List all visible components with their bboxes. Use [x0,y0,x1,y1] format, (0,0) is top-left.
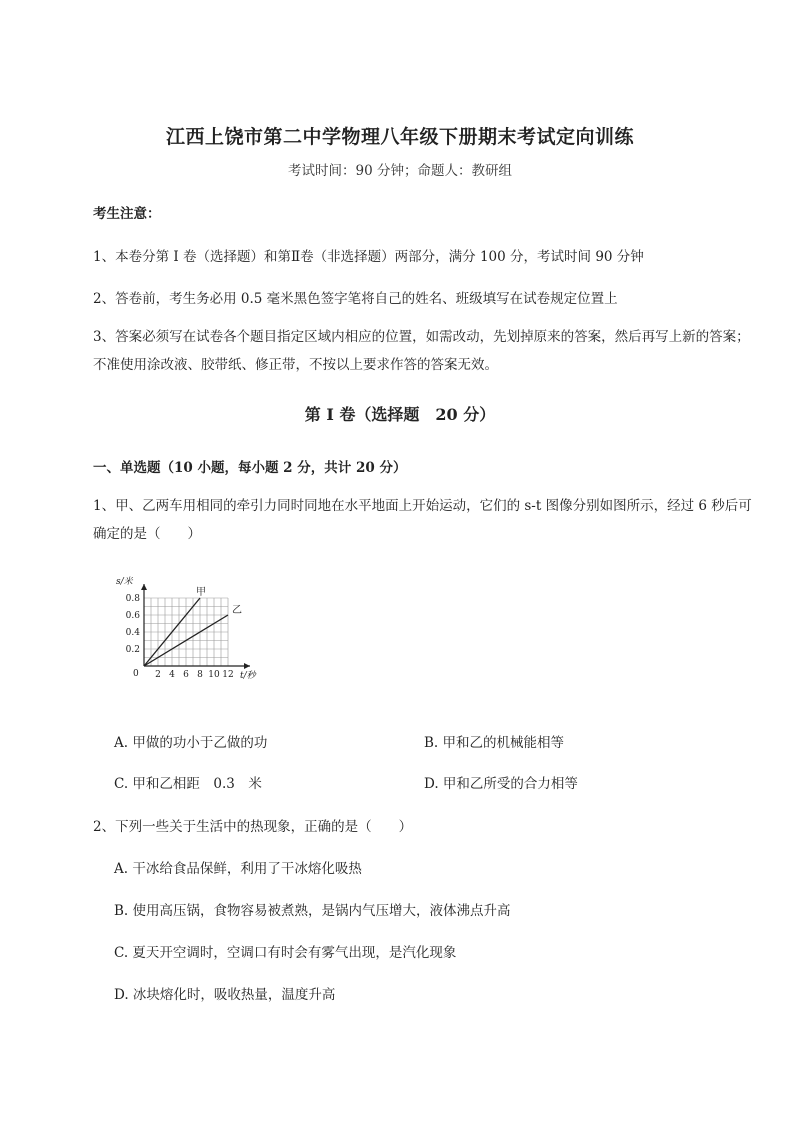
notice-item-1: 1、本卷分第 I 卷（选择题）和第Ⅱ卷（非选择题）两部分，满分 100 分，考试时间 90 分钟 [93,249,644,265]
series-label-1: 甲 [196,587,206,598]
x-tick-label: 6 [183,670,189,680]
graph-grid [144,598,228,666]
question-1-option-d[interactable]: D. 甲和乙所受的合力相等 [424,776,578,792]
series-label-2: 乙 [232,605,242,616]
question-1-option-b[interactable]: B. 甲和乙的机械能相等 [424,735,565,751]
question-2-option-d[interactable]: D. 冰块熔化时，吸收热量，温度升高 [114,987,336,1003]
section-title: 第 I 卷（选择题 20 分） [304,405,496,424]
question-1-stem: 1、甲、乙两车用相同的牵引力同时同地在水平地面上开始运动，它们的 s-t 图像分别如图所示，经过 6 秒后可确定的是（ ） [93,498,752,542]
question-2-option-c[interactable]: C. 夏天开空调时，空调口有时会有雾气出现，是汽化现象 [114,945,457,961]
y-tick-label: 0.8 [125,594,140,604]
origin-label: 0 [133,669,139,679]
x-axis-arrow [244,663,250,669]
notice-item-2: 2、答卷前，考生务必用 0.5 毫米黑色签字笔将自己的姓名、班级填写在试卷规定位置上 [93,291,618,307]
x-tick-label: 10 [208,670,220,680]
question-2-stem: 2、下列一些关于生活中的热现象，正确的是（ ） [93,819,413,835]
question-1-option-c[interactable]: C. 甲和乙相距 0.3 米 [114,776,262,792]
exam-title: 江西上饶市第二中学物理八年级下册期末考试定向训练 [165,126,634,148]
notice-item-3: 3、答案必须写在试卷各个题目指定区域内相应的位置，如需改动，先划掉原来的答案，然后再写上新的答案；不准使用涂改液、胶带纸、修正带，不按以上要求作答的答案无效。 [93,329,750,373]
s-t-graph [112,572,272,692]
question-1-option-a[interactable]: A. 甲做的功小于乙做的功 [114,735,268,751]
y-tick-label: 0.4 [125,628,140,638]
graph-tick-labels [126,594,234,680]
y-axis-arrow [141,584,147,590]
x-tick-label: 12 [222,670,234,680]
question-2-option-b[interactable]: B. 使用高压锅，食物容易被煮熟，是锅内气压增大，液体沸点升高 [114,903,511,919]
notice-heading: 考生注意： [93,206,161,222]
x-tick-label: 2 [155,670,161,680]
y-tick-label: 0.2 [125,645,140,655]
x-tick-label: 4 [169,670,175,680]
y-axis-label: s/米 [116,577,133,587]
x-axis-label: t/秒 [240,671,256,681]
exam-subtitle: 考试时间：90 分钟；命题人：教研组 [288,163,512,179]
question-2-option-a[interactable]: A. 干冰给食品保鲜，利用了干冰熔化吸热 [114,861,362,877]
y-tick-label: 0.6 [125,611,140,621]
part-title: 一、单选题（10 小题，每小题 2 分，共计 20 分） [93,460,407,476]
x-tick-label: 8 [197,670,203,680]
